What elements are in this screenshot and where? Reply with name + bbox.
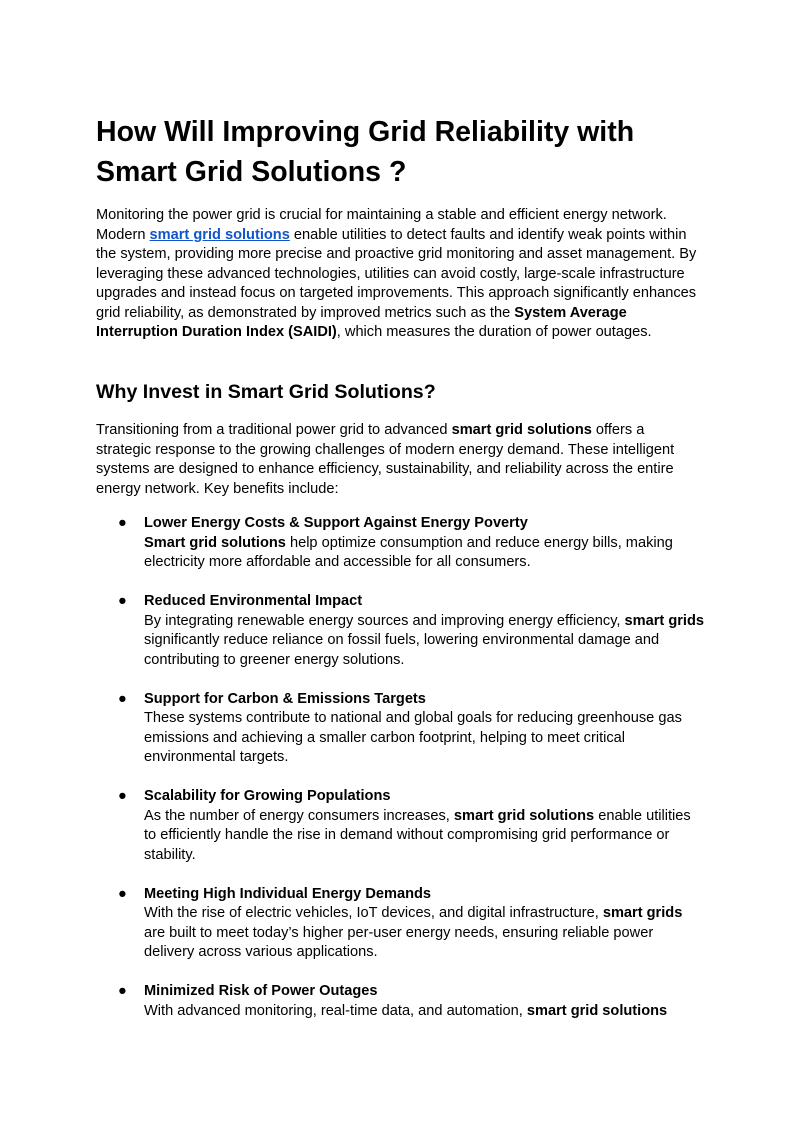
list-item <box>96 885 706 963</box>
bullet-icon: ● <box>118 788 127 804</box>
benefit-title: Support for Carbon & Emissions Targets <box>144 690 426 707</box>
benefit-title: Reduced Environmental Impact <box>144 593 363 609</box>
benefit-text-a: By integrating renewable energy sources and improving energy efficiency, <box>144 612 625 629</box>
intro-text-3: , which measures the duration of power outages. <box>336 324 652 340</box>
transition-paragraph <box>96 421 691 499</box>
bullet-icon: ● <box>118 885 127 902</box>
benefit-text-b: significantly reduce reliance on fossil fuels, lowering environmental damage and contributing to greener energy solutions. <box>144 632 660 668</box>
benefit-body <box>144 904 706 963</box>
benefit-title: Scalability for Growing Populations <box>144 788 391 804</box>
benefit-bold: smart grids <box>624 612 704 629</box>
smart-grid-solutions-link[interactable]: smart grid solutions <box>149 226 290 243</box>
list-item <box>96 514 706 573</box>
list-item <box>96 592 706 670</box>
bullet-icon: ● <box>118 515 127 531</box>
benefit-body <box>144 1002 706 1022</box>
benefits-list <box>96 514 706 1041</box>
benefit-text-a: These systems contribute to national and global goals for reducing greenhouse gas emissions and achieving a smaller carbon footprint, helping to meet critical environmental targets. <box>144 710 682 765</box>
benefit-title: Minimized Risk of Power Outages <box>144 983 378 999</box>
benefit-text-b: help optimize consumption and reduce energy bills, making electricity more affordable and accessible for all consumers. <box>144 534 673 570</box>
bullet-icon: ● <box>118 983 127 999</box>
list-item <box>96 982 706 1021</box>
benefit-body <box>144 534 706 573</box>
benefit-title: Lower Energy Costs & Support Against Energy Poverty <box>144 515 528 531</box>
intro-text-1: Monitoring the power grid is crucial for maintaining a stable and efficient energy network. Modern <box>96 207 667 243</box>
benefit-body <box>144 612 706 671</box>
transition-text-2: offers a strategic response to the growing challenges of modern energy demand. These intelligent systems are designed to enhance efficiency, sustainability, and reliability across the entire energy network. Key benefits include: <box>96 422 675 497</box>
benefit-text-a: As the number of energy consumers increases, <box>144 807 454 824</box>
bullet-icon: ● <box>118 593 127 609</box>
transition-text-1: Transitioning from a traditional power grid to advanced <box>96 422 452 438</box>
benefit-body <box>144 807 706 866</box>
list-item <box>96 690 706 768</box>
benefit-body <box>144 709 706 768</box>
benefit-bold: smart grid solutions <box>526 1002 668 1019</box>
benefit-text-b: enable utilities to efficiently handle the rise in demand without compromising grid performance or stability. <box>144 807 691 863</box>
saidi-term: System Average Interruption Duration Index (SAIDI) <box>96 304 627 340</box>
benefit-text-a: With advanced monitoring, real-time data, and automation, <box>144 1002 527 1019</box>
benefit-bold: Smart grid solutions <box>144 534 286 551</box>
list-item <box>96 787 706 865</box>
bullet-icon: ● <box>118 690 127 707</box>
benefit-bold: smart grid solutions <box>453 807 595 824</box>
transition-bold: smart grid solutions <box>451 422 592 438</box>
benefit-title: Meeting High Individual Energy Demands <box>144 885 432 902</box>
benefit-text-b: are built to meet today’s higher per-user energy needs, ensuring reliable power delivery across various applications. <box>144 924 654 960</box>
benefit-text-a: With the rise of electric vehicles, IoT devices, and digital infrastructure, <box>144 905 603 921</box>
intro-text-2: enable utilities to detect faults and identify weak points within the system, providing more precise and proactive grid monitoring and asset management. By leveraging these advanced technologies, utilities can avoid costly, large-scale infrastructure upgrades and instead focus on targeted improvements. This approach significantly enhances grid reliability, as demonstrated by improved metrics such as the <box>96 226 697 321</box>
page-title: How Will Improving Grid Reliability with Smart Grid Solutions ? <box>96 116 635 188</box>
benefit-bold: smart grids <box>602 905 683 921</box>
intro-paragraph <box>96 206 706 343</box>
section-heading: Why Invest in Smart Grid Solutions? <box>96 381 436 403</box>
